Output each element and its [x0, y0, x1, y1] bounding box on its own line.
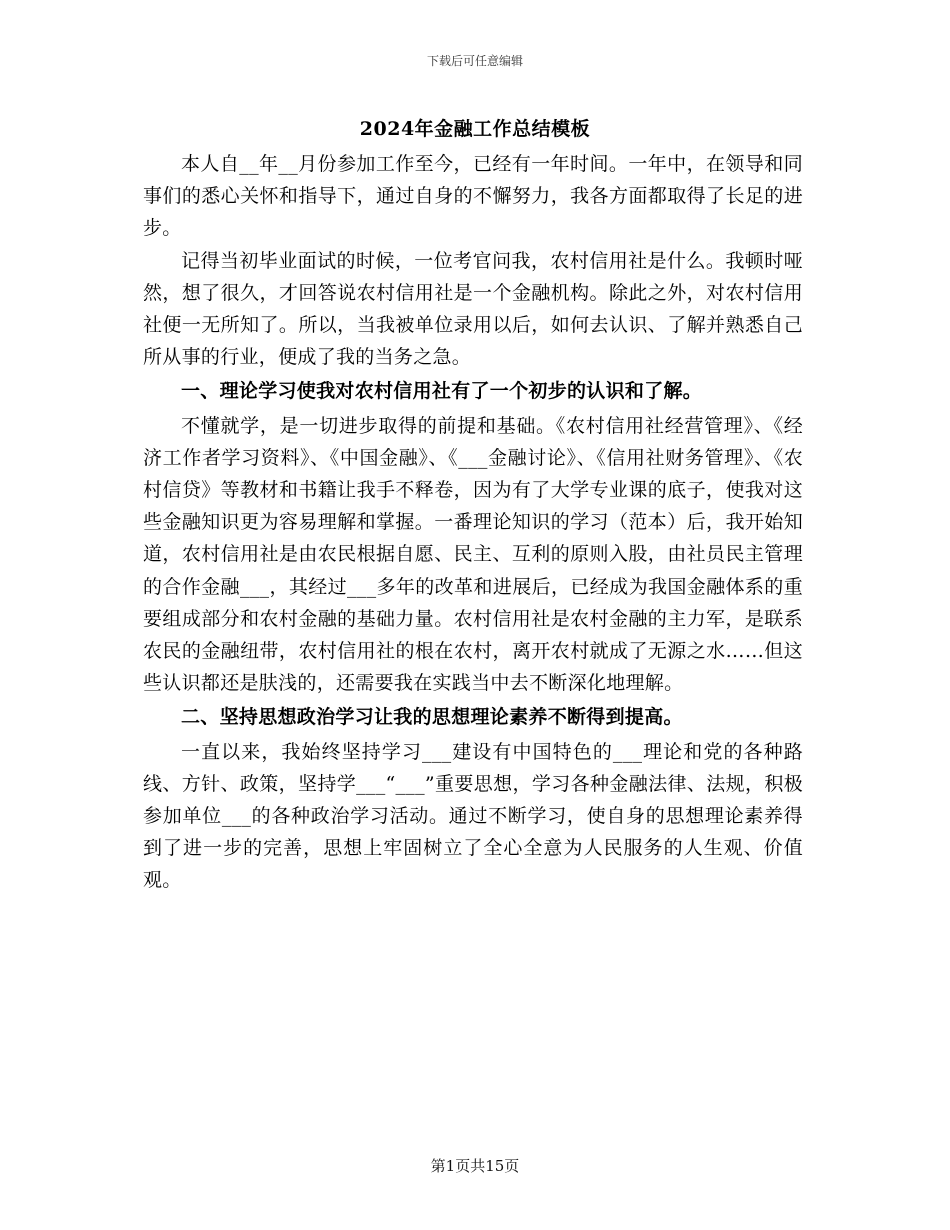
- section-heading-1: 一、理论学习使我对农村信用社有了一个初步的认识和了解。: [181, 380, 703, 403]
- paragraph-interview: 记得当初毕业面试的时候，一位考官问我，农村信用社是什么。我顿时哑然，想了很久，才回答说农村信用社是一个金融机构。除此之外，对农村信用社便一无所知了。所以，当我被单位录用以后，如何去认识、了解并熟悉自己所从事的行业，便成了我的当务之急。: [143, 249, 803, 369]
- paragraph-intro: 本人自__年__月份参加工作至今，已经有一年时间。一年中，在领导和同事们的悉心关怀和指导下，通过自身的不懈努力，我各方面都取得了长足的进步。: [143, 153, 803, 240]
- document-title: 2024年金融工作总结模板: [359, 118, 591, 140]
- section-heading-2: 二、坚持思想政治学习让我的思想理论素养不断得到提高。: [181, 706, 683, 729]
- header-note: 下载后可任意编辑: [426, 54, 523, 68]
- document-body: [143, 148, 803, 897]
- paragraph-theory-study: 不懂就学，是一切进步取得的前提和基础。《农村信用社经营管理》、《经济工作者学习资料》、《中国金融》、《___金融讨论》、《信用社财务管理》、《农村信贷》等教材和书籍让我手不释卷，因为有了大学专业课的底子，使我对这些金融知识更为容易理解和掌握。一番理论知识的学习（范本）后，我开始知道，农村信用社是由农民根据自愿、民主、互利的原则入股，由社员民主管理的合作金融___，其经过___多年的改革和进展后，已经成为我国金融体系的重要组成部分和农村金融的基础力量。农村信用社是农村金融的主力军，是联系农民的金融纽带，农村信用社的根在农村，离开农村就成了无源之水……但这些认识都还是肤浅的，还需要我在实践当中去不断深化地理解。: [143, 414, 803, 695]
- paragraph-political-study: 一直以来，我始终坚持学习___建设有中国特色的___理论和党的各种路线、方针、政策，坚持学___“___”重要思想，学习各种金融法律、法规，积极参加单位___的各种政治学习活动。通过不断学习，使自身的思想理论素养得到了进一步的完善，思想上牢固树立了全心全意为人民服务的人生观、价值观。: [143, 740, 803, 892]
- page-number: 第1页共15页: [430, 1157, 520, 1175]
